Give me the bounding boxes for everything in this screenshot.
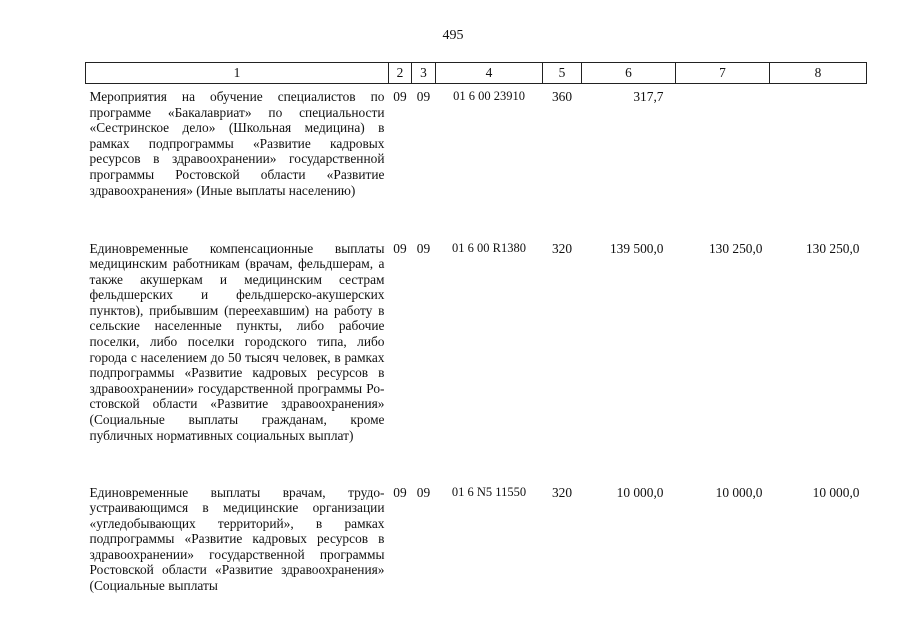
page-number: 495 (442, 28, 464, 43)
table-row (86, 480, 867, 598)
column-header: 7 (676, 63, 770, 84)
row-amount-col6: 139 500,0 (609, 240, 664, 256)
row-section-code: 09 (393, 89, 407, 104)
row-description: Мероприятия на обучение специалистов по программе «Бакалавриат» по специальности «Сестринское дело» (Школьная медицина) в рамках подпрограммы «Развитие кадровых ресурсов в здравоохранении» государственной программы Ростовской области «Развитие здравоохранения» (Иные выплаты населению) (89, 89, 385, 198)
row-amount-col8 (770, 84, 867, 236)
row-subsection-code: 09 (416, 240, 431, 256)
row-target-article: 01 6 00 23910 (453, 89, 525, 103)
column-header: 4 (436, 63, 543, 84)
column-header: 6 (582, 63, 676, 84)
row-section-code: 09 (393, 484, 407, 500)
column-header: 1 (86, 63, 389, 84)
row-amount-col6: 317,7 (633, 89, 664, 104)
row-description: Единовременные компенсационные выплаты медицинским работникам (врачам, фельдшерам, а также акушеркам и медицинским сестрам фельдшерских и фельдшерско-акушерских пунктов), прибывшим (переехавшим) на работу в сельские населенные пункты, либо рабочие поселки, либо поселки городского типа, либо города с населением до 50 тысяч человек, в рамках подпрограммы «Развитие кадровых ресурсов в здравоохранении» государственной программы Ростовской области «Развитие здравоохранения» (Социальные выплаты гражданам, кроме публичных нормативных социальных выплат) (89, 240, 385, 443)
table-row (86, 236, 867, 480)
budget-table (85, 62, 867, 598)
row-amount-col7: 10 000,0 (715, 484, 763, 500)
row-expense-type: 320 (551, 484, 573, 500)
table-header-row (86, 63, 867, 84)
row-amount-col8: 10 000,0 (812, 484, 860, 500)
row-expense-type: 320 (551, 240, 573, 256)
table-row (86, 84, 867, 236)
row-amount-col7 (676, 84, 770, 236)
row-subsection-code: 09 (416, 484, 431, 500)
row-amount-col6: 10 000,0 (616, 484, 664, 500)
row-amount-col8: 130 250,0 (805, 240, 860, 256)
row-amount-col7: 130 250,0 (708, 240, 763, 256)
column-header: 8 (770, 63, 867, 84)
row-subsection-code: 09 (416, 89, 431, 104)
column-header: 5 (543, 63, 582, 84)
column-header: 2 (389, 63, 412, 84)
column-header: 3 (412, 63, 436, 84)
row-description: Единовременные выплаты врачам, трудоустраивающимся в медицинские организации «угледобывающих территорий», в рамках подпрограммы «Развитие кадровых ресурсов в здравоохранении» государственной программы Ростовской области «Развитие здравоохранения» (Социальные выплаты (89, 484, 385, 594)
row-expense-type: 360 (551, 89, 573, 104)
row-target-article: 01 6 00 R1380 (452, 240, 526, 255)
row-target-article: 01 6 N5 11550 (451, 484, 527, 499)
row-section-code: 09 (393, 240, 407, 256)
